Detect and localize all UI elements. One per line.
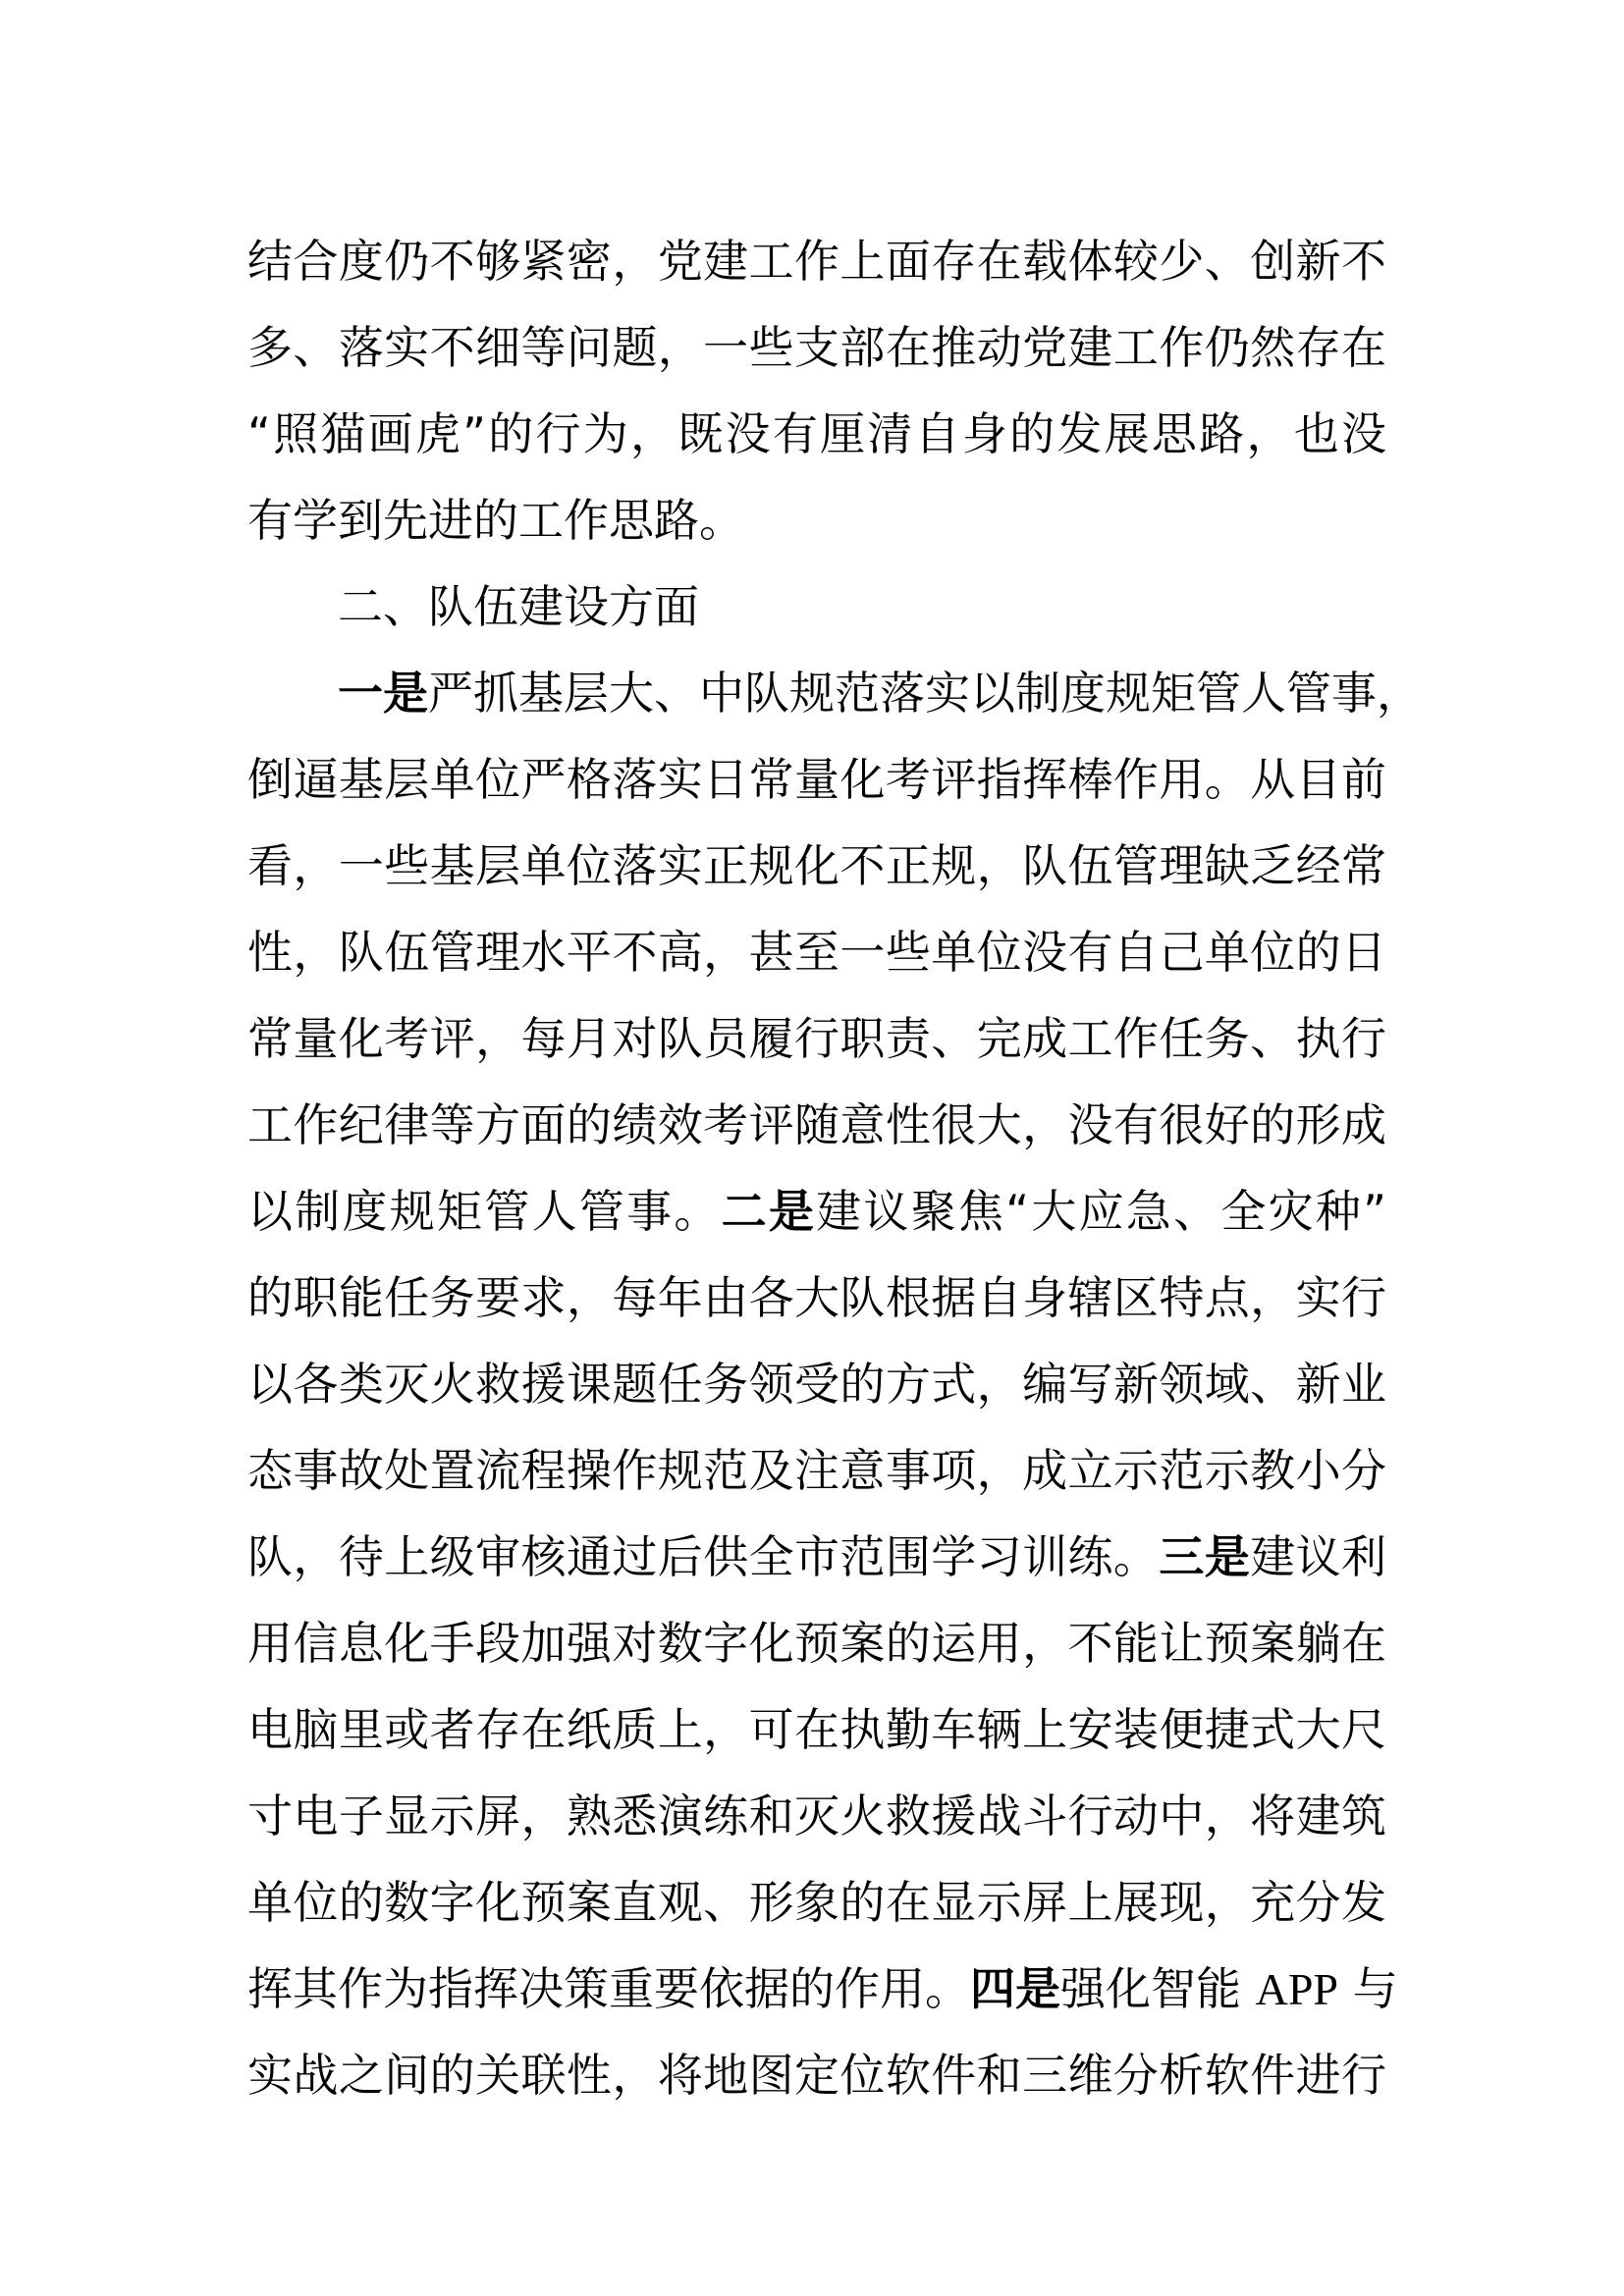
paragraph-line — [247, 1514, 1386, 1600]
line-text: 建议利 — [1250, 1530, 1387, 1583]
paragraph-line: “照猫画虎”的行为，既没有厘清自身的发展思路，也没 — [247, 407, 1386, 460]
app-term: APP — [1255, 1964, 1339, 2014]
paragraph-line: 单位的数字化预案直观、形象的在显示屏上展现，充分发 — [247, 1876, 1386, 1929]
paragraph-line — [247, 650, 1422, 736]
section-heading: 二、队伍建设方面 — [338, 580, 699, 633]
paragraph-line: 实战之间的关联性，将地图定位软件和三维分析软件进行 — [247, 2049, 1386, 2102]
paragraph-line: 用信息化手段加强对数字化预案的运用，不能让预案躺在 — [247, 1617, 1386, 1670]
paragraph-line — [247, 1946, 1398, 2032]
paragraph-line: 寸电子显示屏，熟悉演练和灭火救援战斗行动中，将建筑 — [247, 1789, 1386, 1842]
paragraph-line — [247, 1168, 1386, 1255]
line-text: 以制度规矩管人管事。 — [247, 1185, 722, 1238]
point-lead-3: 三是 — [1159, 1530, 1251, 1583]
line-text: 挥其作为指挥决策重要依据的作用。 — [247, 1962, 970, 2015]
point-lead-2: 二是 — [721, 1185, 817, 1238]
paragraph-line: 看，一些基层单位落实正规化不正规，队伍管理缺乏经常 — [247, 839, 1386, 892]
paragraph-line: 态事故处置流程操作规范及注意事项，成立示范示教小分 — [247, 1444, 1386, 1497]
paragraph-line: 结合度仍不够紧密，党建工作上面存在载体较少、创新不 — [247, 235, 1386, 288]
document-page — [247, 218, 1422, 2118]
line-text: 与 — [1352, 1962, 1398, 2015]
line-text: 严抓基层大、中队规范落实以制度规矩管人管事， — [428, 667, 1422, 720]
paragraph-line: 电脑里或者存在纸质上，可在执勤车辆上安装便捷式大尺 — [247, 1703, 1386, 1756]
paragraph-line: 倒逼基层单位严格落实日常量化考评指挥棒作用。从目前 — [247, 753, 1386, 806]
paragraph-line: 的职能任务要求，每年由各大队根据自身辖区特点，实行 — [247, 1271, 1386, 1324]
paragraph-line: 常量化考评，每月对队员履行职责、完成工作任务、执行 — [247, 1012, 1386, 1065]
paragraph-line: 有学到先进的工作思路。 — [247, 494, 744, 547]
paragraph-line: 以各类灭火救援课题任务领受的方式，编写新领域、新业 — [247, 1358, 1386, 1411]
paragraph-line: 性，队伍管理水平不高，甚至一些单位没有自己单位的日 — [247, 926, 1386, 979]
point-lead-1: 一是 — [338, 667, 428, 720]
point-lead-4: 四是 — [970, 1962, 1060, 2015]
paragraph-line: 多、落实不细等问题，一些支部在推动党建工作仍然存在 — [247, 321, 1386, 374]
line-text: 强化智能 — [1060, 1962, 1241, 2015]
line-text: 队，待上级审核通过后供全市范围学习训练。 — [247, 1530, 1160, 1583]
paragraph-line: 工作纪律等方面的绩效考评随意性很大，没有很好的形成 — [247, 1098, 1386, 1151]
line-text: 建议聚焦“大应急、全灾种” — [816, 1185, 1386, 1238]
